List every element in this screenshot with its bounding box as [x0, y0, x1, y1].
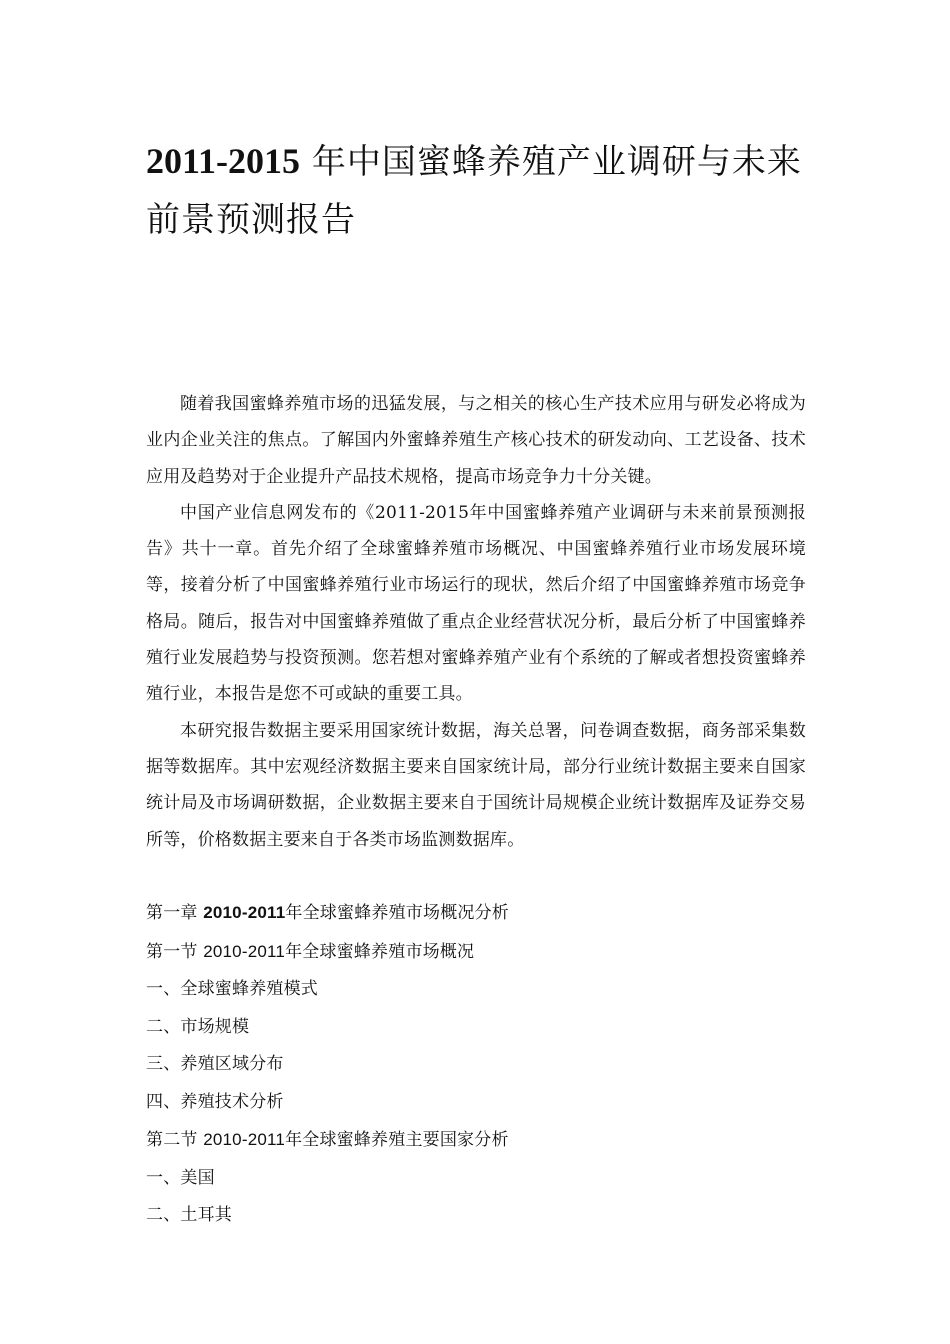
intro-section: [146, 386, 806, 858]
toc-year-range: 2010-2011: [203, 903, 286, 922]
toc-section-1: [146, 933, 806, 972]
intro-paragraph: 随着我国蜜蜂养殖市场的迅猛发展，与之相关的核心生产技术应用与研发必将成为业内企业关注的焦点。了解国内外蜜蜂养殖生产核心技术的研发动向、工艺设备、技术应用及趋势对于企业提升产品技术规格，提高市场竞争力十分关键。: [146, 394, 806, 487]
toc-item: [146, 1197, 806, 1235]
toc-prefix: 三、养殖区域分布: [146, 1054, 284, 1074]
table-of-contents: [146, 894, 806, 1235]
toc-prefix: 一、美国: [146, 1167, 215, 1188]
title-text: 年中国蜜蜂养殖产业调研与未来前景预测报告: [146, 142, 802, 240]
title-year-range: 2011-2015: [146, 141, 301, 181]
toc-prefix: 第一节: [146, 941, 204, 962]
toc-prefix: 二、土耳其: [146, 1205, 232, 1225]
toc-text: 年全球蜜蜂养殖主要国家分析: [285, 1130, 509, 1150]
toc-prefix: 四、养殖技术分析: [146, 1091, 284, 1112]
toc-section-2: [146, 1121, 806, 1160]
toc-prefix: 一、全球蜜蜂养殖模式: [146, 979, 318, 999]
toc-text: 年全球蜜蜂养殖市场概况分析: [285, 903, 509, 923]
toc-prefix: 第一章: [146, 903, 204, 923]
toc-year-range: 2010-2011: [203, 1130, 286, 1149]
toc-prefix: 二、市场规模: [146, 1016, 250, 1037]
toc-year-range: 2010-2011: [203, 941, 286, 961]
toc-chapter-1: [146, 894, 806, 933]
toc-prefix: 第二节: [146, 1130, 204, 1150]
document-title: [146, 132, 826, 249]
toc-item: [146, 971, 806, 1009]
toc-text: 年全球蜜蜂养殖市场概况: [285, 941, 475, 962]
intro-paragraph: 本研究报告数据主要采用国家统计数据，海关总署，问卷调查数据，商务部采集数据等数据库。其中宏观经济数据主要来自国家统计局，部分行业统计数据主要来自国家统计局及市场调研数据，企业数据主要来自于国统计局规模企业统计数据库及证券交易所等，价格数据主要来自于各类市场监测数据库。: [146, 720, 806, 850]
toc-item: [146, 1046, 806, 1084]
toc-item: [146, 1084, 806, 1122]
toc-item: [146, 1160, 806, 1198]
toc-item: [146, 1009, 806, 1047]
intro-paragraph: 中国产业信息网发布的《2011-2015年中国蜜蜂养殖产业调研与未来前景预测报告》共十一章。首先介绍了全球蜜蜂养殖市场概况、中国蜜蜂养殖行业市场发展环境等，接着分析了中国蜜蜂养殖行业市场运行的现状，然后介绍了中国蜜蜂养殖市场竞争格局。随后，报告对中国蜜蜂养殖做了重点企业经营状况分析，最后分析了中国蜜蜂养殖行业发展趋势与投资预测。您若想对蜜蜂养殖产业有个系统的了解或者想投资蜜蜂养殖行业，本报告是您不可或缺的重要工具。: [146, 502, 806, 705]
